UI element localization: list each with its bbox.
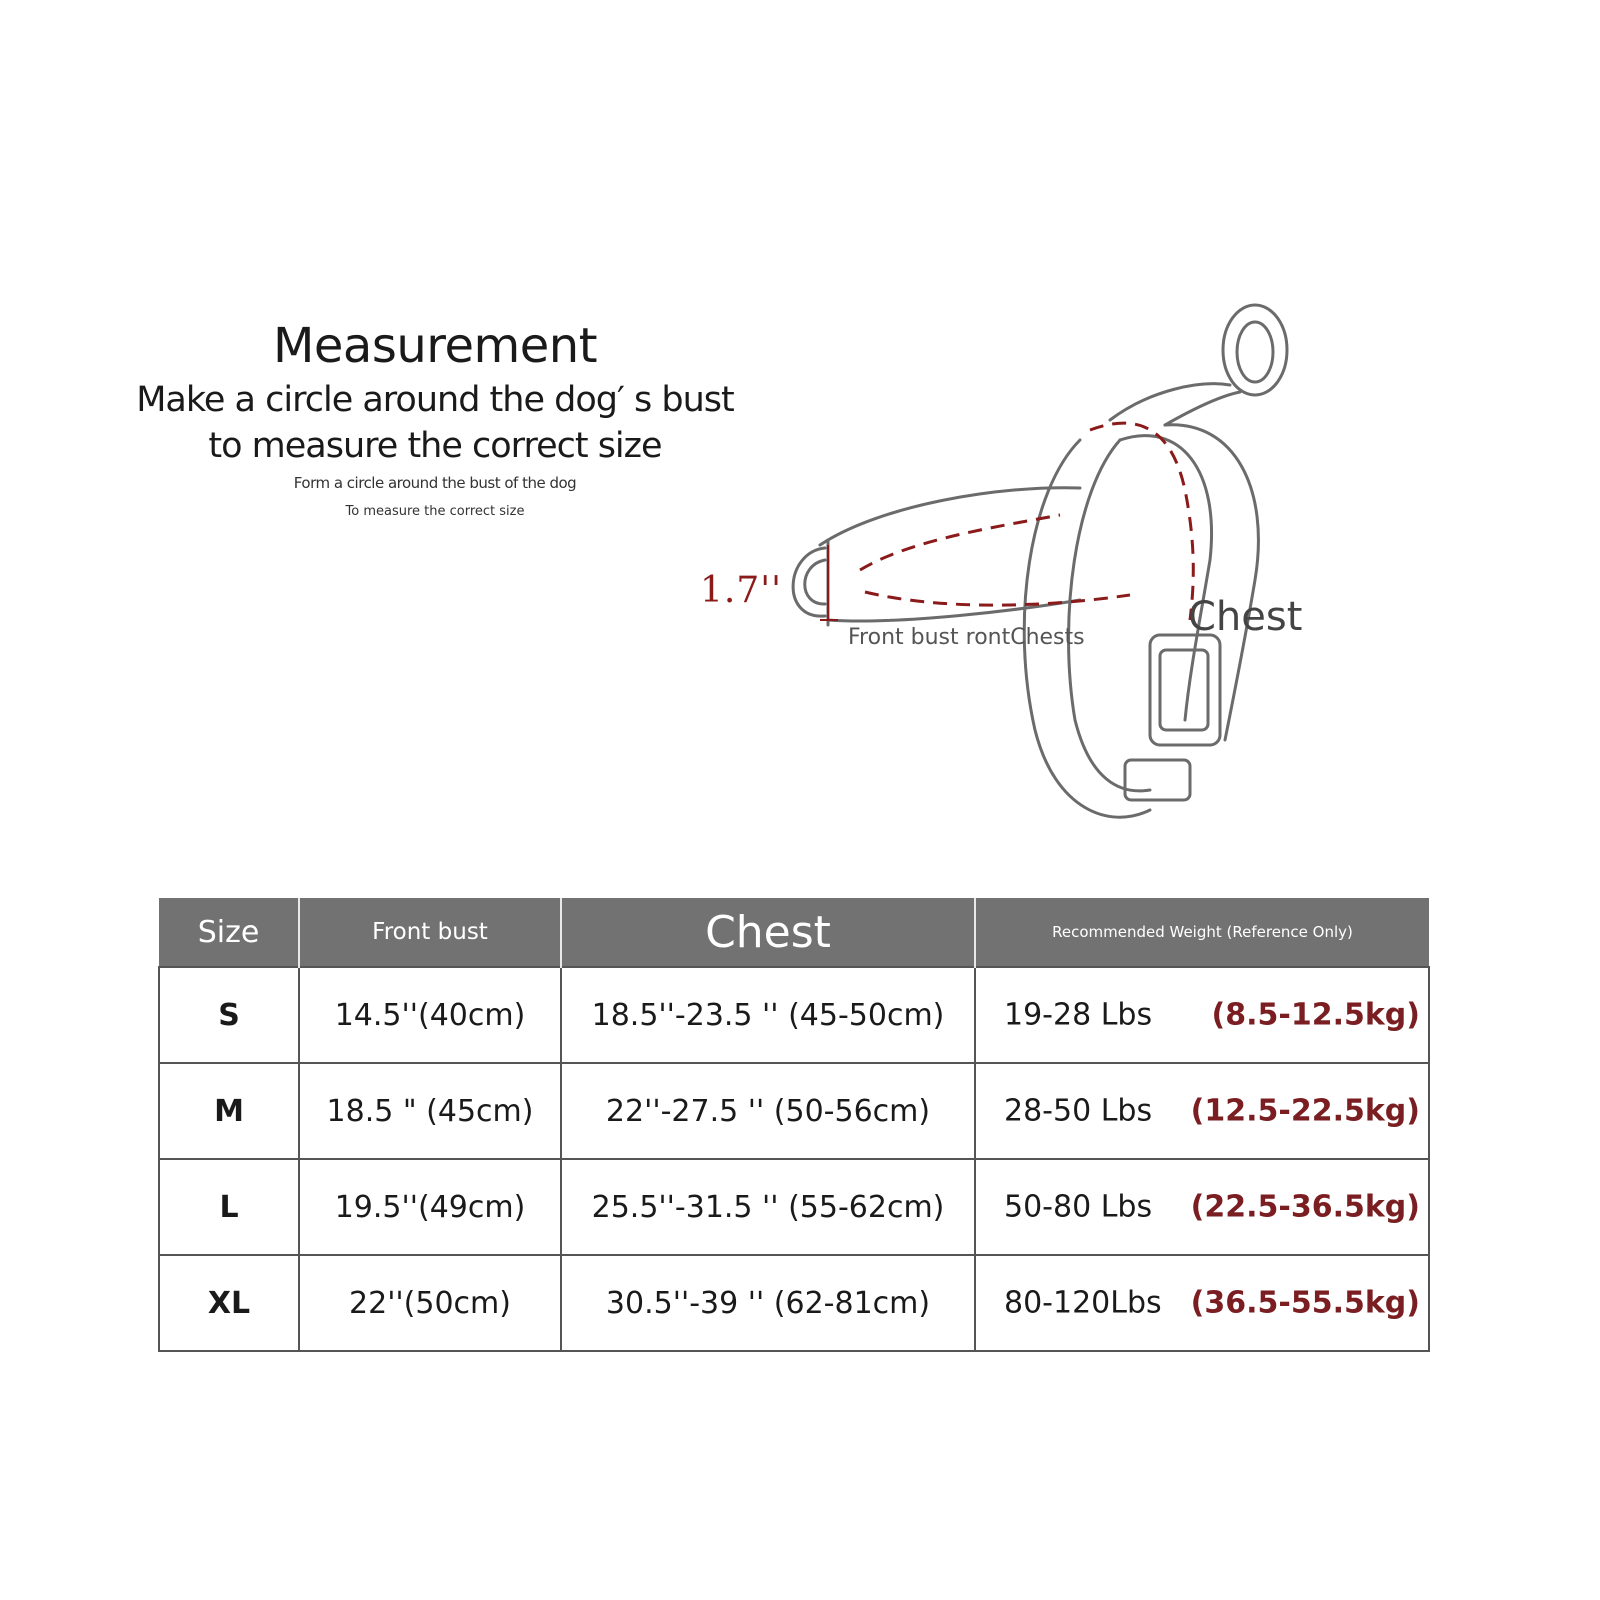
front-bust-cell: 22''(50cm) <box>299 1255 561 1351</box>
front-bust-cell: 18.5 " (45cm) <box>299 1063 561 1159</box>
chest-cell: 22''-27.5 '' (50-56cm) <box>561 1063 975 1159</box>
measurement-title: Measurement <box>272 318 598 374</box>
weight-lbs: 28-50 Lbs <box>1004 1093 1153 1129</box>
weight-cell <box>975 967 1429 1063</box>
header-weight: Recommended Weight (Reference Only) <box>975 898 1429 967</box>
size-cell: M <box>159 1063 299 1159</box>
weight-lbs: 19-28 Lbs <box>1004 997 1153 1033</box>
harness-diagram <box>680 290 1400 850</box>
weight-kg: (22.5-36.5kg) <box>1190 1189 1420 1225</box>
instruction-line-2: to measure the correct size <box>208 426 662 466</box>
table-row <box>159 1159 1429 1255</box>
weight-cell <box>975 1255 1429 1351</box>
table-header-row <box>159 898 1429 967</box>
header-front-bust: Front bust <box>299 898 561 967</box>
front-bust-cell: 14.5''(40cm) <box>299 967 561 1063</box>
weight-lbs: 50-80 Lbs <box>1004 1189 1153 1225</box>
chest-label: Chest <box>1188 594 1303 640</box>
weight-lbs: 80-120Lbs <box>1004 1285 1162 1321</box>
measurement-instructions <box>110 318 760 519</box>
table-row <box>159 1255 1429 1351</box>
front-bust-label: Front bust rontChests <box>848 625 1085 650</box>
weight-cell <box>975 1063 1429 1159</box>
weight-cell <box>975 1159 1429 1255</box>
instruction-small-2: To measure the correct size <box>345 504 525 519</box>
instruction-small-1: Form a circle around the bust of the dog <box>293 474 577 492</box>
chest-cell: 25.5''-31.5 '' (55-62cm) <box>561 1159 975 1255</box>
chest-cell: 18.5''-23.5 '' (45-50cm) <box>561 967 975 1063</box>
instruction-line-1: Make a circle around the dog′ s bust <box>136 380 734 420</box>
weight-kg: (8.5-12.5kg) <box>1211 997 1420 1033</box>
size-cell: S <box>159 967 299 1063</box>
header-chest: Chest <box>561 898 975 967</box>
harness-illustration <box>680 290 1400 850</box>
size-cell: L <box>159 1159 299 1255</box>
strap-width-label: 1.7'' <box>700 570 783 611</box>
front-bust-cell: 19.5''(49cm) <box>299 1159 561 1255</box>
chest-cell: 30.5''-39 '' (62-81cm) <box>561 1255 975 1351</box>
weight-kg: (12.5-22.5kg) <box>1190 1093 1420 1129</box>
size-chart-table <box>158 898 1430 1352</box>
weight-kg: (36.5-55.5kg) <box>1190 1285 1420 1321</box>
header-size: Size <box>159 898 299 967</box>
size-cell: XL <box>159 1255 299 1351</box>
table-row <box>159 967 1429 1063</box>
table-row <box>159 1063 1429 1159</box>
